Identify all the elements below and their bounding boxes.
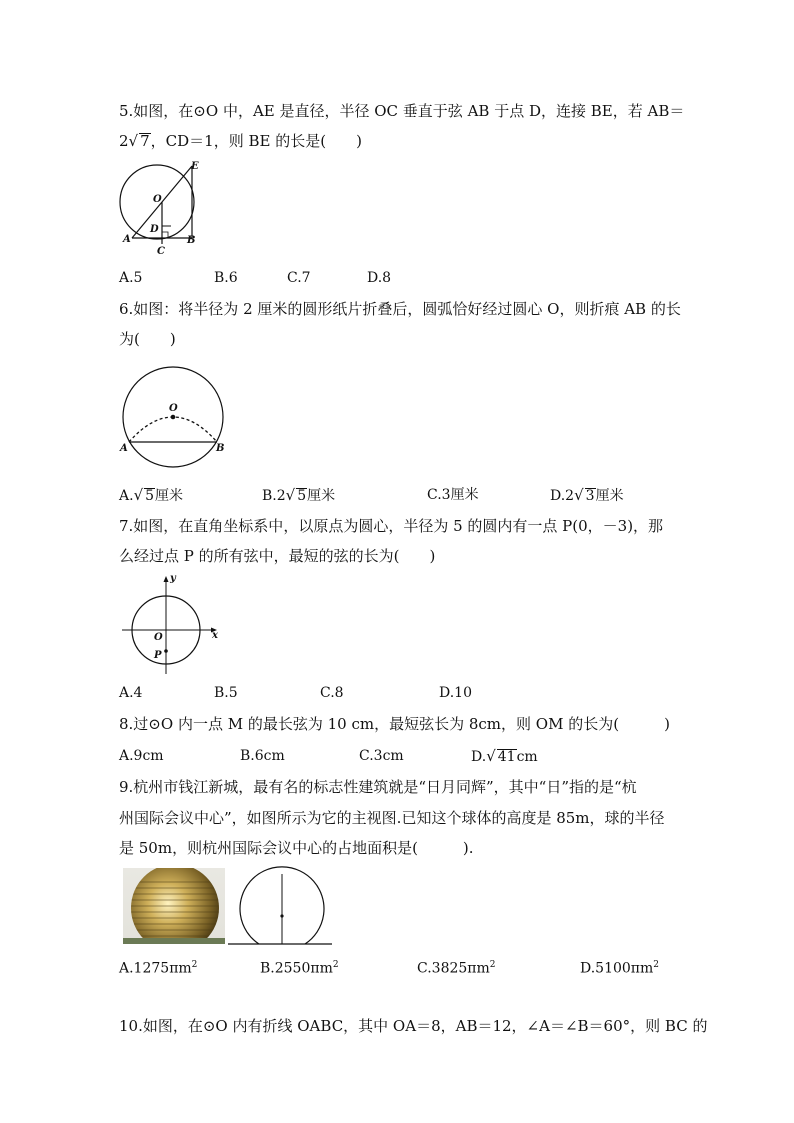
q7-option-b[interactable]: B.5: [214, 685, 238, 701]
q5-option-d[interactable]: D.8: [367, 270, 392, 286]
q5-option-c[interactable]: C.7: [287, 270, 311, 286]
option-unit: 厘米: [307, 488, 336, 504]
q5-text-suffix: ，CD＝1，则 BE 的长是( ): [150, 132, 362, 150]
option-text: D.5100πm: [580, 960, 654, 977]
q5-text-line1: 5.如图，在⊙O 中，AE 是直径，半径 OC 垂直于弦 AB 于点 D，连接 BE，若 AB＝: [119, 102, 685, 120]
option-prefix: C.3厘米: [427, 487, 479, 503]
label-P: P: [154, 650, 162, 661]
q8-option-d[interactable]: [471, 746, 538, 767]
sqrt-sign: √: [285, 486, 296, 504]
label-E: E: [191, 161, 199, 172]
label-y: y: [170, 573, 176, 584]
option-prefix: A.9cm: [119, 748, 164, 764]
sqrt-sign: √: [128, 132, 139, 150]
label-A: A: [123, 234, 131, 245]
q6-option-a[interactable]: [119, 485, 183, 506]
option-radicand: 41: [497, 749, 516, 765]
option-prefix: A.: [119, 488, 134, 504]
label-D: D: [150, 224, 159, 235]
option-text: A.1275πm: [119, 960, 192, 977]
q7-figure: [118, 572, 228, 677]
q6-option-c[interactable]: [427, 485, 479, 505]
label-O: O: [154, 632, 163, 643]
label-O: O: [153, 194, 162, 205]
q6-text-line1: 6.如图：将半径为 2 厘米的圆形纸片折叠后，圆弧恰好经过圆心 O，则折痕 AB 的长: [119, 300, 681, 318]
q9-text-line3: 是 50m，则杭州国际会议中心的占地面积是( ).: [119, 839, 474, 857]
option-sup: 2: [191, 960, 198, 970]
q9-text-line1: 9.杭州市钱江新城，最有名的标志性建筑就是“日月同辉”，其中“日”指的是“杭: [119, 778, 637, 796]
q7-text-line1: 7.如图，在直角坐标系中，以原点为圆心，半径为 5 的圆内有一点 P(0，－3)，那: [119, 517, 664, 535]
option-radicand: 3: [585, 488, 595, 504]
label-A: A: [120, 443, 128, 454]
label-C: C: [157, 246, 165, 257]
label-x: x: [212, 630, 218, 641]
sqrt-sign: √: [574, 486, 584, 504]
q6-option-b[interactable]: [262, 485, 335, 506]
option-text: C.3825πm: [417, 960, 490, 977]
q5-figure: [115, 160, 215, 260]
sqrt-sign: √: [486, 747, 496, 765]
q6-option-d[interactable]: [550, 485, 624, 506]
option-prefix: B.2: [262, 488, 286, 504]
q10-text-line1: 10.如图，在⊙O 内有折线 OABC，其中 OA＝8，AB＝12，∠A＝∠B＝60°，则 BC 的: [119, 1017, 708, 1035]
label-B: B: [187, 235, 196, 246]
q7-option-d[interactable]: D.10: [439, 685, 472, 701]
option-radicand: 5: [297, 488, 307, 504]
q8-text-line1: 8.过⊙O 内一点 M 的最长弦为 10 cm，最短弦长为 8cm，则 OM 的长为( ): [119, 715, 670, 733]
option-prefix: C.3cm: [359, 748, 404, 764]
q5-option-b[interactable]: B.6: [214, 270, 238, 286]
q9-option-b[interactable]: [260, 955, 339, 979]
q5-text-line2: [119, 131, 362, 151]
q5-coef: 2: [119, 132, 129, 150]
conference-center-photo: [123, 868, 225, 944]
option-sup: 2: [332, 960, 339, 970]
label-O: O: [169, 403, 178, 414]
label-B: B: [216, 443, 225, 454]
q6-figure: [115, 362, 240, 472]
q9-option-a[interactable]: [119, 955, 197, 979]
option-unit: 厘米: [155, 488, 184, 504]
option-prefix: D.2: [550, 488, 575, 504]
option-radicand: 5: [145, 488, 155, 504]
q7-option-c[interactable]: C.8: [320, 685, 344, 701]
sqrt-sign: √: [133, 486, 144, 504]
q9-front-view-figure: [226, 868, 336, 948]
q5-option-a[interactable]: A.5: [119, 270, 143, 286]
q9-option-c[interactable]: [417, 955, 496, 979]
q8-option-c[interactable]: [359, 746, 404, 766]
option-unit: cm: [516, 749, 538, 765]
q9-option-d[interactable]: [580, 955, 659, 979]
q8-option-a[interactable]: [119, 746, 164, 766]
option-unit: 厘米: [595, 488, 624, 504]
option-prefix: B.6cm: [240, 748, 285, 764]
option-text: B.2550πm: [260, 960, 333, 977]
option-sup: 2: [489, 960, 496, 970]
q7-text-line2: 么经过点 P 的所有弦中，最短的弦的长为( ): [119, 547, 436, 565]
q5-radicand: 7: [140, 132, 150, 150]
option-prefix: D.: [471, 749, 487, 765]
q6-text-line2: 为( ): [119, 330, 176, 348]
option-sup: 2: [653, 960, 660, 970]
q7-option-a[interactable]: A.4: [119, 685, 143, 701]
q8-option-b[interactable]: [240, 746, 285, 766]
q9-text-line2: 州国际会议中心”，如图所示为它的主视图.已知这个球体的高度是 85m，球的半径: [119, 809, 665, 827]
